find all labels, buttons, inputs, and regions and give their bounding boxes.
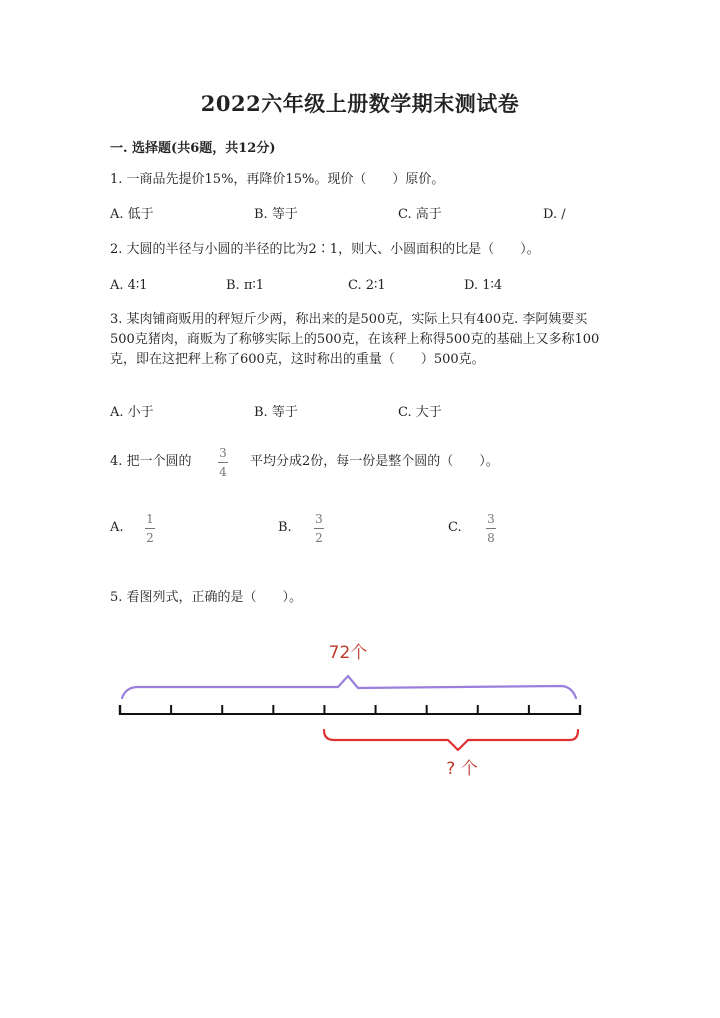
question-3-text: 3. 某肉铺商贩用的秤短斤少两，称出来的是500克，实际上只有400克. 李阿姨要买500克猪肉，商贩为了称够实际上的500克，在该秤上称得500克的基础上又多称100克，即在这把秤上称了600克，这时称出的重量（ ）500克。 <box>110 312 600 367</box>
fraction-bar <box>218 462 228 463</box>
question-1-option-b[interactable]: B. 等于 <box>254 207 298 222</box>
question-2-option-a[interactable]: A. 4∶1 <box>110 278 148 293</box>
question-3-option-b[interactable]: B. 等于 <box>254 405 298 420</box>
question-4-option-a-label[interactable]: A. <box>110 520 124 535</box>
question-4-text-before: 4. 把一个圆的 <box>110 454 192 469</box>
number-line <box>120 705 580 715</box>
question-4-option-c-label[interactable]: C. <box>448 520 462 535</box>
fraction-numerator: 3 <box>487 512 495 526</box>
question-4-option-b-fraction[interactable] <box>312 512 326 545</box>
segment-diagram <box>110 632 590 782</box>
fraction-bar <box>486 528 496 529</box>
fraction-denominator: 8 <box>487 531 495 545</box>
question-2-option-b[interactable]: B. π∶1 <box>226 278 265 293</box>
question-2-text: 2. 大圆的半径与小圆的半径的比为2∶1，则大、小圆面积的比是（ ）。 <box>110 242 540 257</box>
fraction-bar <box>145 528 155 529</box>
bottom-brace <box>324 730 578 750</box>
fraction-denominator: 2 <box>146 531 154 545</box>
question-4-option-c-fraction[interactable] <box>484 512 498 545</box>
fraction-numerator: 3 <box>219 446 227 460</box>
top-label: 72个 <box>328 643 368 663</box>
fraction-denominator: 4 <box>219 465 227 479</box>
question-1-option-d[interactable]: D. / <box>543 207 566 222</box>
question-4-option-b-label[interactable]: B. <box>278 520 292 535</box>
question-4-option-a-fraction[interactable] <box>143 512 157 545</box>
question-3-option-c[interactable]: C. 大于 <box>398 405 442 420</box>
question-2-option-c[interactable]: C. 2∶1 <box>348 278 386 293</box>
question-2-option-d[interactable]: D. 1∶4 <box>464 278 503 293</box>
fraction-numerator: 1 <box>146 512 154 526</box>
page-title: 2022六年级上册数学期末测试卷 <box>200 91 520 116</box>
top-brace <box>122 676 576 698</box>
question-3-option-a[interactable]: A. 小于 <box>110 405 154 420</box>
question-1-option-c[interactable]: C. 高于 <box>398 207 442 222</box>
fraction-numerator: 3 <box>315 512 323 526</box>
question-4-text-after: 平均分成2份，每一份是整个圆的（ ）。 <box>250 454 499 469</box>
question-4-fraction <box>216 446 230 479</box>
section-heading: 一. 选择题(共6题，共12分) <box>110 141 276 156</box>
question-1-option-a[interactable]: A. 低于 <box>110 207 154 222</box>
bottom-label: ? 个 <box>446 759 478 779</box>
question-5-text: 5. 看图列式，正确的是（ ）。 <box>110 590 303 605</box>
question-1-text: 1. 一商品先提价15%，再降价15%。现价（ ）原价。 <box>110 172 445 187</box>
fraction-denominator: 2 <box>315 531 323 545</box>
fraction-bar <box>314 528 324 529</box>
